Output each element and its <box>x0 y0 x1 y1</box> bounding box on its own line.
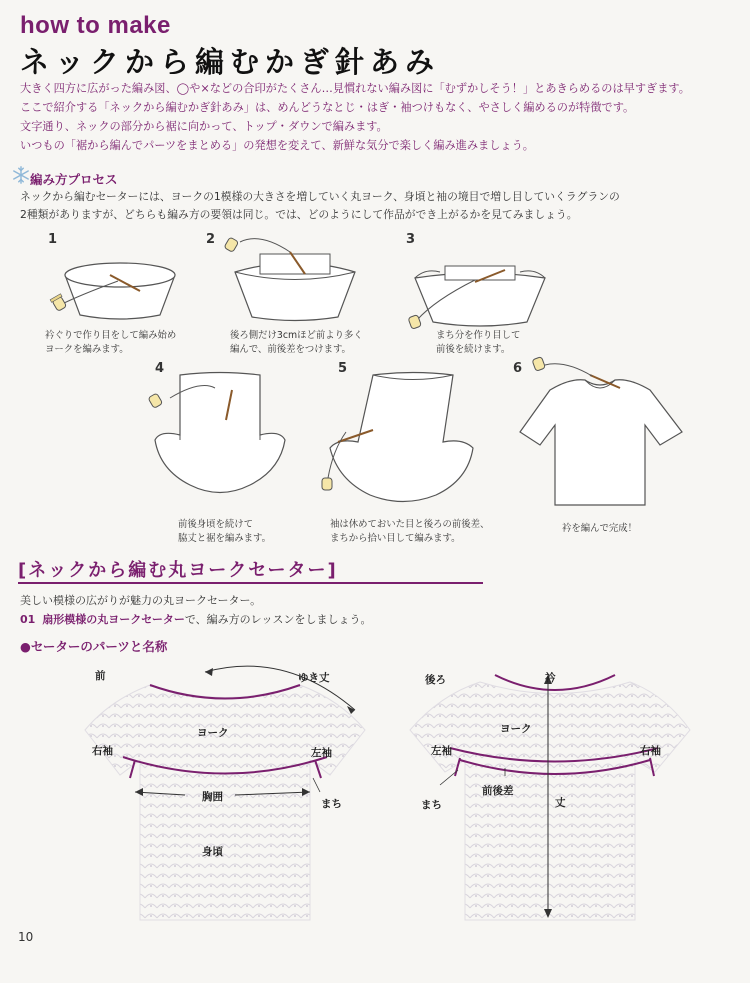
step-4-illustration <box>140 370 300 510</box>
intro-line-1: 大きく四方に広がった編み図、◯や×などの合印がたくさん…見慣れない編み図に「むずかしそう！」とあきらめるのは早すぎます。 <box>20 82 690 95</box>
section-lead-2 <box>20 611 372 627</box>
section-underline <box>18 582 483 584</box>
process-heading: 編み方プロセス <box>30 172 118 187</box>
step-3-illustration <box>405 250 555 335</box>
label-back-left-sleeve: 左袖 <box>431 745 452 757</box>
step-6-caption-1: 衿を編んで完成！ <box>562 523 638 534</box>
step-number-1: 1 <box>48 232 58 247</box>
label-front-left-sleeve: 左袖 <box>311 747 332 759</box>
step-6-illustration <box>510 360 690 510</box>
step-number-2: 2 <box>206 232 216 247</box>
step-5-caption-2: まちから拾い目して編みます。 <box>330 533 461 544</box>
label-back-gusset: まち <box>421 799 442 811</box>
step-number-5: 5 <box>338 361 348 376</box>
label-back: 後ろ <box>425 674 446 686</box>
process-body-2: 2種類がありますが、どちらも編み方の要領は同じ。では、どのようにして作品ができ上がるかを見てみましょう。 <box>20 208 578 221</box>
step-4-caption-1: 前後身頃を続けて <box>178 519 254 530</box>
lesson-rest: で、編み方のレッスンをしましょう。 <box>184 613 372 626</box>
label-chest: 胸囲 <box>202 791 223 803</box>
page-number: 10 <box>18 930 34 944</box>
step-1-caption-2: ヨークを編みます。 <box>45 344 129 355</box>
step-number-3: 3 <box>406 232 416 247</box>
section-lead-1: 美しい模様の広がりが魅力の丸ヨークセーター。 <box>20 594 262 607</box>
step-2-caption-2: 編んで、前後差をつけます。 <box>230 344 351 355</box>
page-kicker: how to make <box>20 12 171 39</box>
label-back-yoke: ヨーク <box>500 723 532 735</box>
label-back-right-sleeve: 右袖 <box>640 745 661 757</box>
snowflake-icon <box>12 166 30 184</box>
intro-line-4: いつもの「裾から編んでパーツをまとめる」の発想を変えて、新鮮な気分で楽しく編み進みましょう。 <box>20 139 534 152</box>
label-collar: 衿 <box>545 672 556 684</box>
back-sweater-diagram <box>410 660 700 925</box>
label-front-yoke: ヨーク <box>197 727 229 739</box>
intro-line-2: ここで紹介する「ネックから編むかぎ針あみ」は、めんどうなとじ・はぎ・袖つけもなく、やさしく編めるのが特徴です。 <box>20 101 635 114</box>
label-length: 丈 <box>555 797 566 809</box>
process-body-1: ネックから編むセーターには、ヨークの1模様の大きさを増していく丸ヨーク、身頃と袖の境目で増し目していくラグランの <box>20 190 620 203</box>
section-title: [ネックから編む丸ヨークセーター] <box>18 560 338 581</box>
step-2-caption-1: 後ろ側だけ3cmほど前より多く <box>230 330 363 341</box>
step-3-caption-2: 前後を続けます。 <box>436 344 511 355</box>
step-2-illustration <box>220 232 370 327</box>
step-number-4: 4 <box>155 361 165 376</box>
step-1-caption-1: 衿ぐりで作り目をして編み始め <box>45 330 177 341</box>
lesson-link[interactable]: 扇形模様の丸ヨークセーター <box>42 613 185 626</box>
label-front-gusset: まち <box>321 798 342 810</box>
parts-heading: ●セーターのパーツと名称 <box>20 639 168 654</box>
label-body: 身頃 <box>202 846 223 858</box>
label-front: 前 <box>95 670 106 682</box>
page-title: ネックから編むかぎ針あみ <box>20 45 441 79</box>
intro-line-3: 文字通り、ネックの部分から裾に向かって、トップ・ダウンで編みます。 <box>20 120 388 133</box>
step-3-caption-1: まち分を作り目して <box>436 330 521 341</box>
step-number-6: 6 <box>513 361 523 376</box>
label-yuki: ゆき丈 <box>298 672 330 684</box>
label-front-right-sleeve: 右袖 <box>92 745 113 757</box>
label-diff: 前後差 <box>482 785 514 797</box>
step-5-illustration <box>318 370 488 515</box>
step-4-caption-2: 脇丈と裾を編みます。 <box>178 533 271 544</box>
step-5-caption-1: 袖は休めておいた目と後ろの前後差、 <box>330 519 490 530</box>
front-sweater-diagram <box>85 660 375 925</box>
lesson-number: 01 <box>20 613 36 626</box>
step-1-illustration <box>40 245 200 325</box>
